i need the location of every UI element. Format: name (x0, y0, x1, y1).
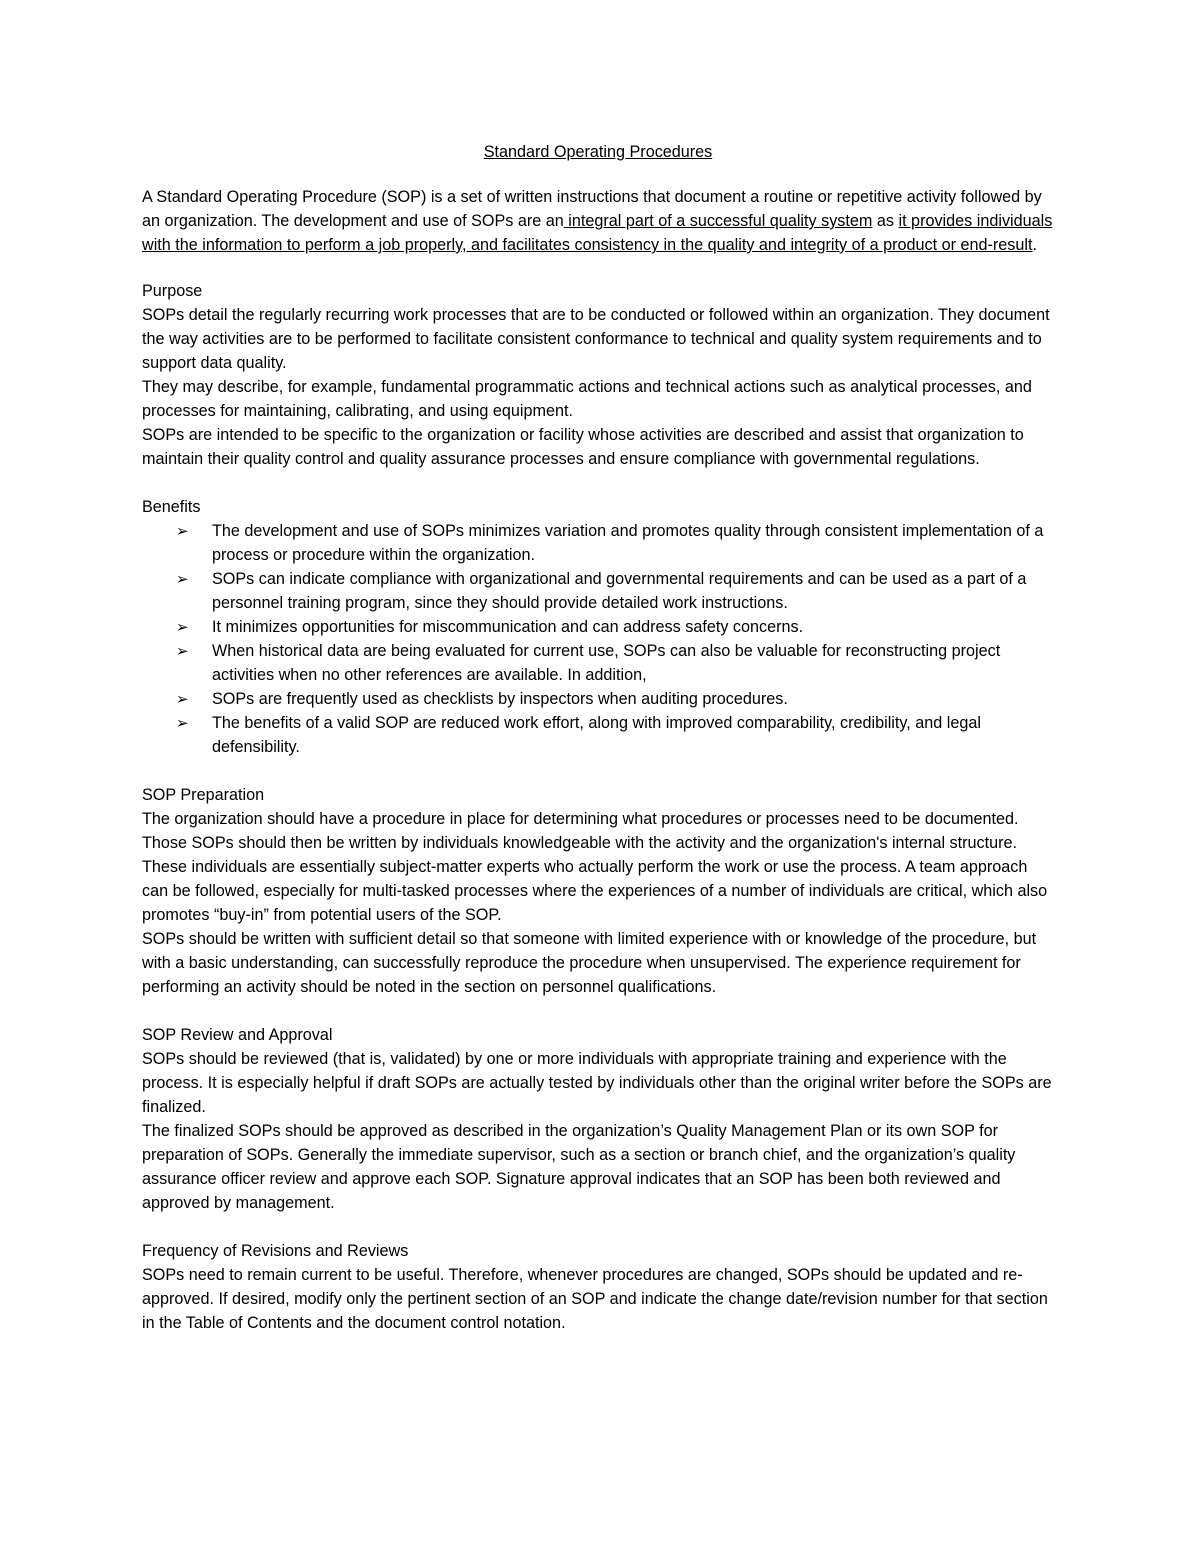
intro-text-1: A Standard Operating Procedure (SOP) is a set of written instructions that document a routine or repetitive activity followed by an organization. The development and use of SOPs are an (142, 188, 1042, 230)
review-paragraph: The finalized SOPs should be approved as described in the organization’s Quality Management Plan or its own SOP for preparation of SOPs. Generally the immediate supervisor, such as a section or branch chief, and the organization’s quality assurance officer review and approve each SOP. Signature approval indicates that an SOP has been both reviewed and approved by management. (142, 1122, 1016, 1212)
frequency-section (142, 1239, 1054, 1335)
list-item (176, 615, 1054, 639)
list-item-text: SOPs can indicate compliance with organizational and governmental requirements and can be used as a part of a personnel training program, since they should provide detailed work instructions. (212, 570, 1027, 612)
arrowhead-bullet-icon: ➢ (176, 522, 189, 540)
review-heading: SOP Review and Approval (142, 1026, 333, 1044)
intro-text-3: . (1032, 236, 1037, 254)
intro-underlined-2: it provides individuals with the information to perform a job properly, and facilitates consistency in the quality and integrity of a product or end-result (142, 212, 1053, 254)
list-item-text: The development and use of SOPs minimizes variation and promotes quality through consistent implementation of a process or procedure within the organization. (212, 522, 1044, 564)
purpose-section (142, 279, 1054, 471)
arrowhead-bullet-icon: ➢ (176, 618, 189, 636)
frequency-heading: Frequency of Revisions and Reviews (142, 1242, 409, 1260)
preparation-paragraph: SOPs should be written with sufficient detail so that someone with limited experience with or knowledge of the procedure, but with a basic understanding, can successfully reproduce the procedure when unsupervised. The experience requirement for performing an activity should be noted in the section on personnel qualifications. (142, 930, 1037, 996)
list-item-text: It minimizes opportunities for miscommunication and can address safety concerns. (212, 618, 804, 636)
purpose-paragraph: SOPs are intended to be specific to the organization or facility whose activities are described and assist that organization to maintain their quality control and quality assurance processes and ensure compliance with governmental regulations. (142, 426, 1024, 468)
arrowhead-bullet-icon: ➢ (176, 690, 189, 708)
arrowhead-bullet-icon: ➢ (176, 642, 189, 660)
intro-underlined-1: integral part of a successful quality system (563, 212, 873, 230)
preparation-section (142, 783, 1054, 999)
frequency-paragraph: SOPs need to remain current to be useful. Therefore, whenever procedures are changed, SOPs should be updated and re-approved. If desired, modify only the pertinent section of an SOP and indicate the change date/revision number for that section in the Table of Contents and the document control notation. (142, 1266, 1048, 1332)
preparation-paragraph: The organization should have a procedure in place for determining what procedures or processes need to be documented. Those SOPs should then be written by individuals knowledgeable with the activity and the organization's internal structure. These individuals are essentially subject-matter experts who actually perform the work or use the process. A team approach can be followed, especially for multi-tasked processes where the experiences of a number of individuals are critical, which also promotes “buy-in” from potential users of the SOP. (142, 810, 1048, 924)
list-item (176, 567, 1054, 615)
benefits-section (142, 495, 1054, 759)
arrowhead-bullet-icon: ➢ (176, 714, 189, 732)
review-section (142, 1023, 1054, 1215)
list-item (176, 639, 1054, 687)
intro-text-2: as (872, 212, 899, 230)
list-item-text: The benefits of a valid SOP are reduced work effort, along with improved comparability, credibility, and legal defensibility. (212, 714, 981, 756)
benefits-heading: Benefits (142, 498, 201, 516)
list-item-text: SOPs are frequently used as checklists by inspectors when auditing procedures. (212, 690, 788, 708)
list-item-text: When historical data are being evaluated for current use, SOPs can also be valuable for reconstructing project activities when no other references are available. In addition, (212, 642, 1001, 684)
list-item (176, 519, 1054, 567)
purpose-paragraph: They may describe, for example, fundamental programmatic actions and technical actions such as analytical processes, and processes for maintaining, calibrating, and using equipment. (142, 378, 1032, 420)
document-title: Standard Operating Procedures (483, 143, 713, 161)
intro-paragraph (142, 185, 1054, 257)
review-paragraph: SOPs should be reviewed (that is, validated) by one or more individuals with appropriate training and experience with the process. It is especially helpful if draft SOPs are actually tested by individuals other than the original writer before the SOPs are finalized. (142, 1050, 1052, 1116)
preparation-heading: SOP Preparation (142, 786, 265, 804)
list-item (176, 711, 1054, 759)
purpose-paragraph: SOPs detail the regularly recurring work processes that are to be conducted or followed within an organization. They document the way activities are to be performed to facilitate consistent conformance to technical and quality system requirements and to support data quality. (142, 306, 1050, 372)
purpose-heading: Purpose (142, 282, 203, 300)
benefits-list (142, 519, 1054, 759)
list-item (176, 687, 1054, 711)
arrowhead-bullet-icon: ➢ (176, 570, 189, 588)
